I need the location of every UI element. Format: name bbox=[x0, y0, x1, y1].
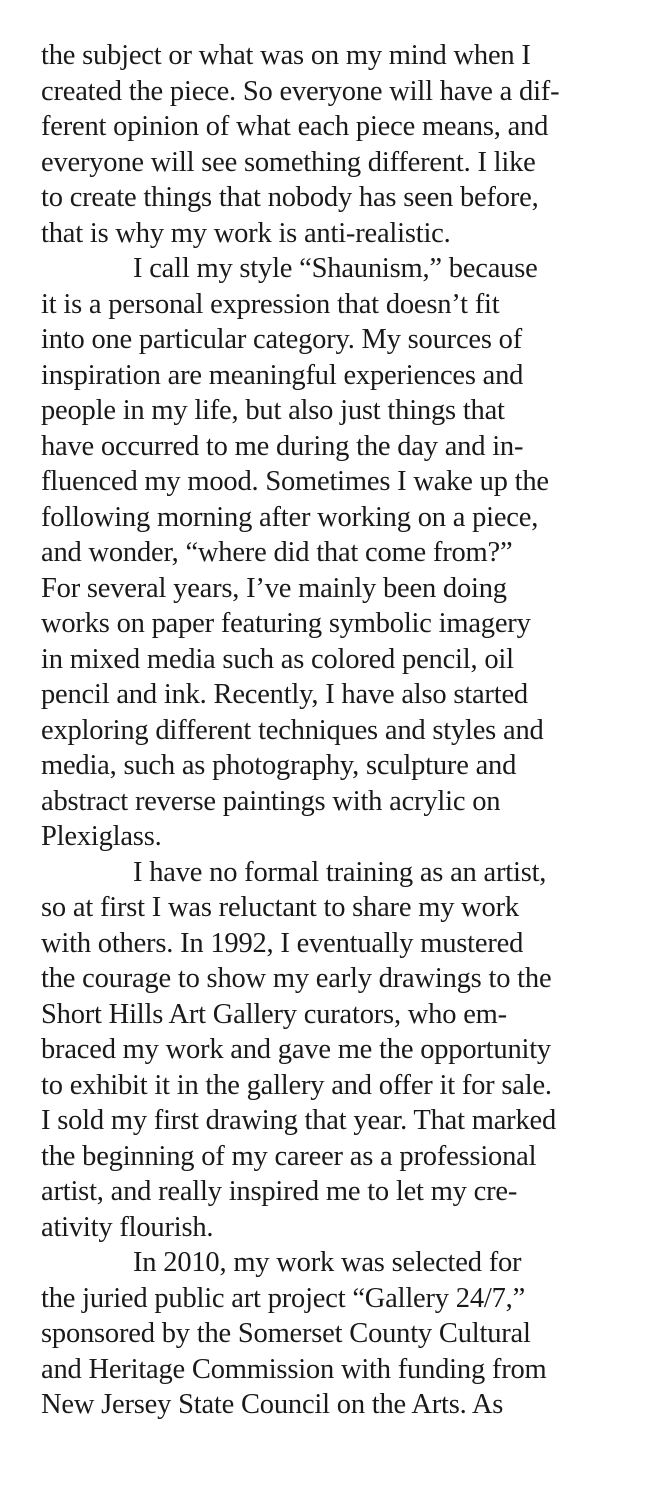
text-line: in mixed media such as colored pencil, oil bbox=[41, 643, 514, 675]
text-line: the beginning of my career as a professional bbox=[41, 1140, 537, 1172]
text-line: created the piece. So everyone will have a dif- bbox=[41, 75, 560, 107]
text-line: For several years, I’ve mainly been doing bbox=[41, 572, 507, 604]
text-line: into one particular category. My sources of bbox=[41, 324, 523, 355]
text-line: to create things that nobody has seen before, bbox=[41, 182, 539, 213]
text-line: so at first I was reluctant to share my work bbox=[41, 892, 519, 923]
text-line: braced my work and gave me the opportunity bbox=[41, 1034, 551, 1065]
text-line: I call my style “Shaunism,” because bbox=[133, 253, 538, 284]
text-line: with others. In 1992, I eventually mustered bbox=[41, 927, 524, 959]
text-line: that is why my work is anti-realistic. bbox=[41, 217, 451, 249]
text-line: to exhibit it in the gallery and offer it for sale. bbox=[41, 1069, 552, 1101]
paragraph bbox=[41, 1245, 641, 1423]
text-line: ativity flourish. bbox=[41, 1211, 214, 1243]
text-line: people in my life, but also just things that bbox=[41, 395, 505, 426]
text-line: artist, and really inspired me to let my cre- bbox=[41, 1176, 518, 1207]
text-line: abstract reverse paintings with acrylic on bbox=[41, 785, 501, 817]
text-line: Plexiglass. bbox=[41, 821, 162, 852]
document-page bbox=[41, 38, 641, 1423]
text-line: exploring different techniques and styles and bbox=[41, 714, 544, 746]
text-line: Short Hills Art Gallery curators, who em- bbox=[41, 998, 507, 1030]
text-line: I have no formal training as an artist, bbox=[133, 856, 547, 888]
text-line: the juried public art project “Gallery 24/7,” bbox=[41, 1282, 526, 1314]
text-line: everyone will see something different. I like bbox=[41, 146, 536, 178]
text-line: In 2010, my work was selected for bbox=[133, 1247, 522, 1278]
text-line: fluenced my mood. Sometimes I wake up the bbox=[41, 466, 549, 497]
text-line: the subject or what was on my mind when I bbox=[41, 40, 531, 71]
text-line: media, such as photography, sculpture and bbox=[41, 750, 517, 781]
paragraph bbox=[41, 251, 641, 855]
text-line: following morning after working on a piece, bbox=[41, 501, 539, 533]
text-line: inspiration are meaningful experiences and bbox=[41, 359, 524, 391]
text-line: New Jersey State Council on the Arts. As bbox=[41, 1389, 504, 1420]
text-line: and wonder, “where did that come from?” bbox=[41, 537, 513, 568]
paragraph bbox=[41, 38, 641, 251]
text-line: ferent opinion of what each piece means, and bbox=[41, 111, 549, 142]
text-line: I sold my first drawing that year. That marked bbox=[41, 1105, 557, 1136]
text-line: sponsored by the Somerset County Cultural bbox=[41, 1318, 531, 1349]
text-line: pencil and ink. Recently, I have also started bbox=[41, 679, 528, 710]
text-line: have occurred to me during the day and in- bbox=[41, 430, 524, 462]
text-line: the courage to show my early drawings to the bbox=[41, 963, 552, 994]
text-line: it is a personal expression that doesn’t fit bbox=[41, 288, 500, 320]
paragraph bbox=[41, 855, 641, 1246]
text-line: and Heritage Commission with funding from bbox=[41, 1353, 547, 1385]
text-line: works on paper featuring symbolic imagery bbox=[41, 608, 531, 639]
